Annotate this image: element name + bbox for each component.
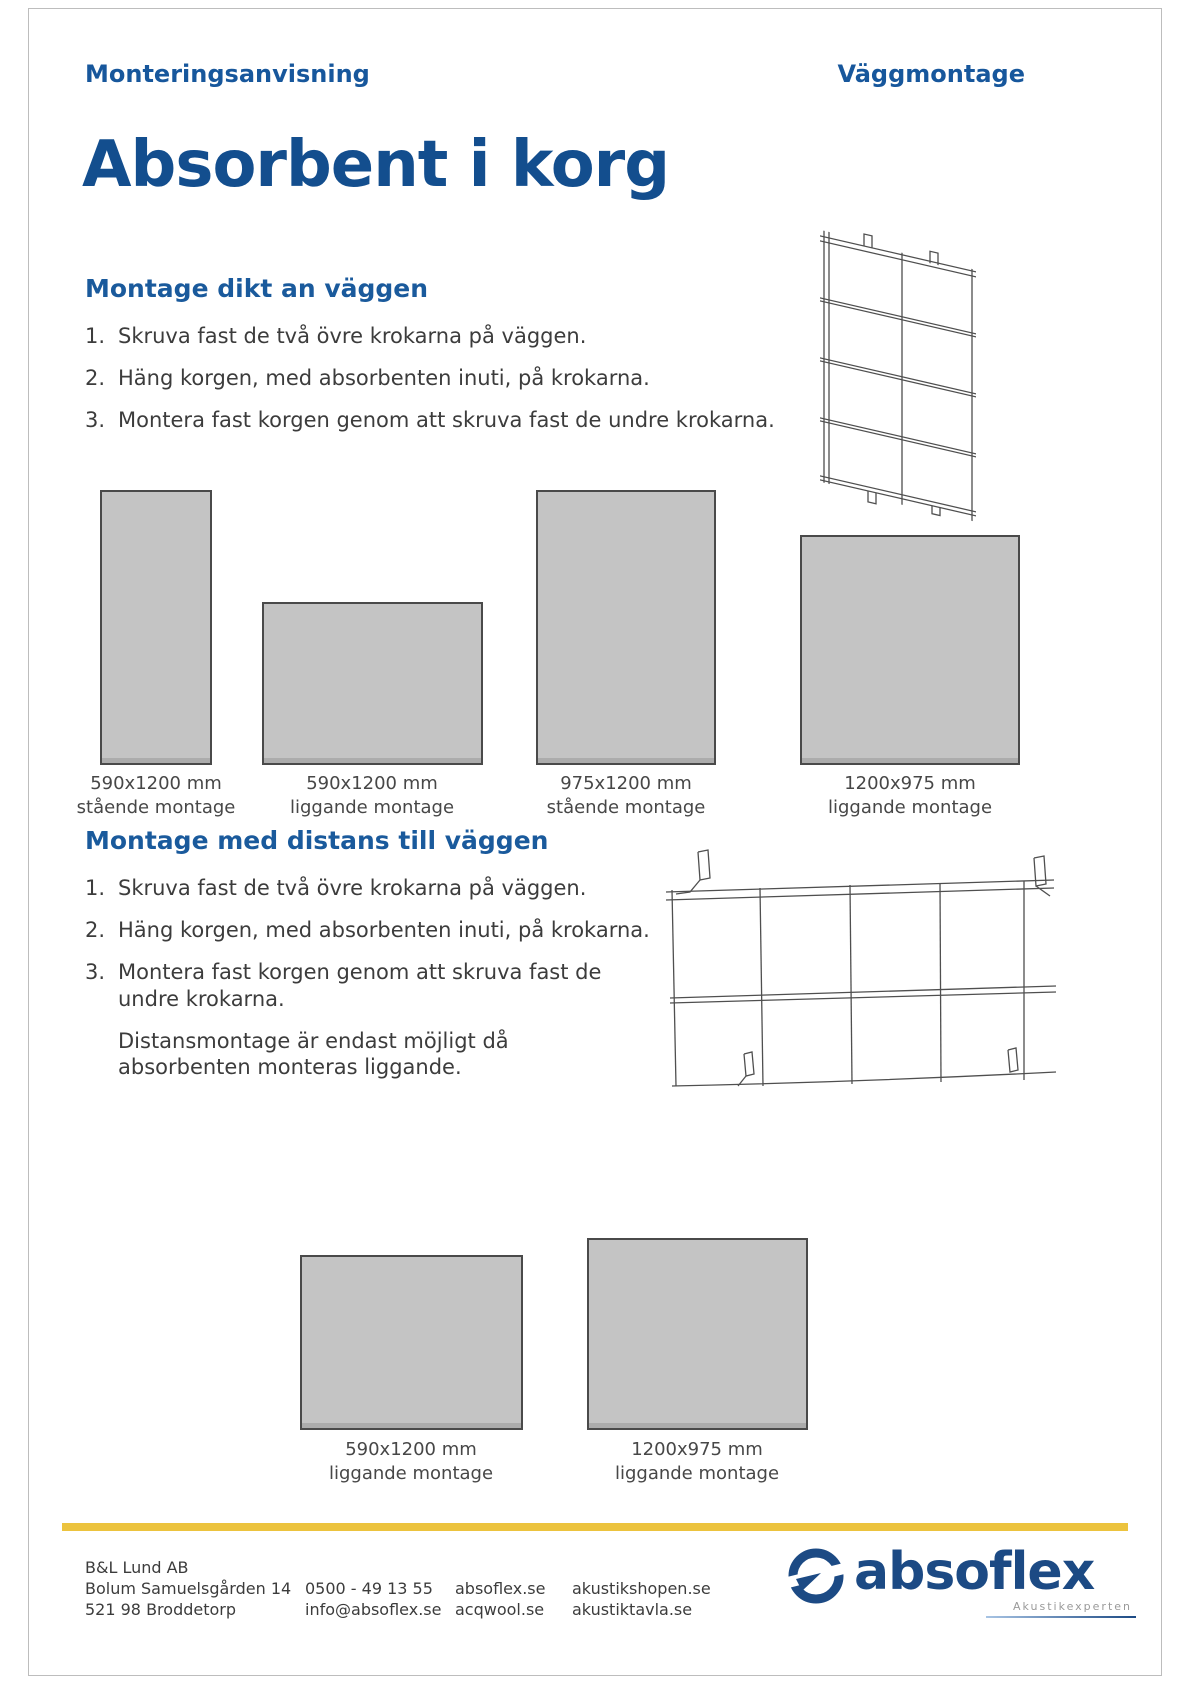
panel-1200x975-landscape-distance [587,1238,808,1430]
step-number: 1. [85,876,106,900]
distance-step-3 [85,959,660,1013]
panel-size: 975x1200 mm [560,773,692,794]
footer-sites-block-1 [455,1579,545,1621]
step-text: Häng korgen, med absorbenten inuti, på krokarna. [118,917,650,942]
footer-site-acqwool: acqwool.se [455,1599,545,1619]
section-flat-heading: Montage dikt an väggen [85,274,429,303]
footer-address-line2: 521 98 Broddetorp [85,1599,237,1619]
panel-label [77,772,236,821]
footer-address-line1: Bolum Samuelsgården 14 [85,1578,292,1598]
section-distance-heading: Montage med distans till väggen [85,826,549,855]
step-text: Montera fast korgen genom att skruva fast de undre krokarna. [118,407,775,432]
flat-step-2 [85,365,660,392]
absoflex-logo [788,1542,1140,1626]
panel-orientation: liggande montage [289,797,455,819]
section-distance-mount [85,826,660,1081]
step-text: Skruva fast de två övre krokarna på väggen. [118,324,587,348]
panel-size: 590x1200 mm [306,773,438,794]
panel-label [828,772,992,821]
panel-size: 1200x975 mm [631,1439,763,1460]
page-header [85,60,1025,88]
panel-590x1200-landscape-distance [300,1255,523,1430]
footer-email: info@absoflex.se [305,1599,442,1619]
step-number: 3. [85,959,106,984]
wire-basket-distance-icon [652,846,1067,1094]
panel-label [547,772,706,821]
panel-orientation: stående montage [546,797,706,819]
basket-wireframe-distance-illustration [652,846,1067,1098]
section-flat-mount [85,274,775,449]
step-text: Montera fast korgen genom att skruva fast de undre krokarna. [118,959,602,1011]
panel-label [615,1438,779,1487]
panel-size-row-1 [0,490,1190,819]
footer-company-block [85,1558,291,1620]
panel-590x1200-portrait [100,490,212,765]
footer-phone: 0500 - 49 13 55 [305,1579,433,1598]
step-text: Häng korgen, med absorbenten inuti, på krokarna. [118,365,650,390]
footer-site-akustikshopen: akustikshopen.se [572,1579,711,1598]
panel-orientation: liggande montage [614,1463,780,1485]
absoflex-logo-tagline: Akustikexperten [1012,1600,1132,1613]
panel-size: 590x1200 mm [345,1439,477,1460]
footer-site-akustiktavla: akustiktavla.se [572,1599,693,1619]
document-title: Absorbent i korg [82,128,670,202]
panel-975x1200-portrait [536,490,716,765]
distance-step-1 [85,875,660,902]
footer-contact-block [305,1579,441,1621]
header-right-label: Väggmontage [837,60,1025,88]
distance-step-2 [85,917,660,944]
step-number: 2. [85,917,106,942]
footer-site-absoflex: absoflex.se [455,1579,546,1598]
panel-size-row-2 [0,1238,1190,1498]
footer-company-name: B&L Lund AB [85,1558,189,1577]
flat-step-3 [85,407,775,434]
step-number: 3. [85,407,106,432]
footer-accent-bar [62,1523,1128,1531]
absoflex-logo-icon [788,1548,844,1604]
panel-label [290,772,454,821]
absoflex-logo-text: absoflex [854,1542,1095,1602]
step-number: 2. [85,365,106,390]
panel-590x1200-landscape [262,602,483,765]
panel-orientation: liggande montage [827,797,993,819]
flat-step-1 [85,323,660,350]
logo-underline [986,1616,1136,1618]
panel-orientation: liggande montage [328,1463,494,1485]
step-number: 1. [85,324,106,348]
panel-label [329,1438,493,1487]
panel-orientation: stående montage [76,797,236,819]
step-text: Skruva fast de två övre krokarna på väggen. [118,876,587,900]
distance-note: Distansmontage är endast möjligt då absorbenten monteras liggande. [118,1028,509,1080]
panel-size: 590x1200 mm [90,773,222,794]
panel-size: 1200x975 mm [844,773,976,794]
panel-1200x975-landscape [800,535,1020,765]
footer-sites-block-2 [572,1579,711,1621]
header-left-label: Monteringsanvisning [85,60,370,88]
